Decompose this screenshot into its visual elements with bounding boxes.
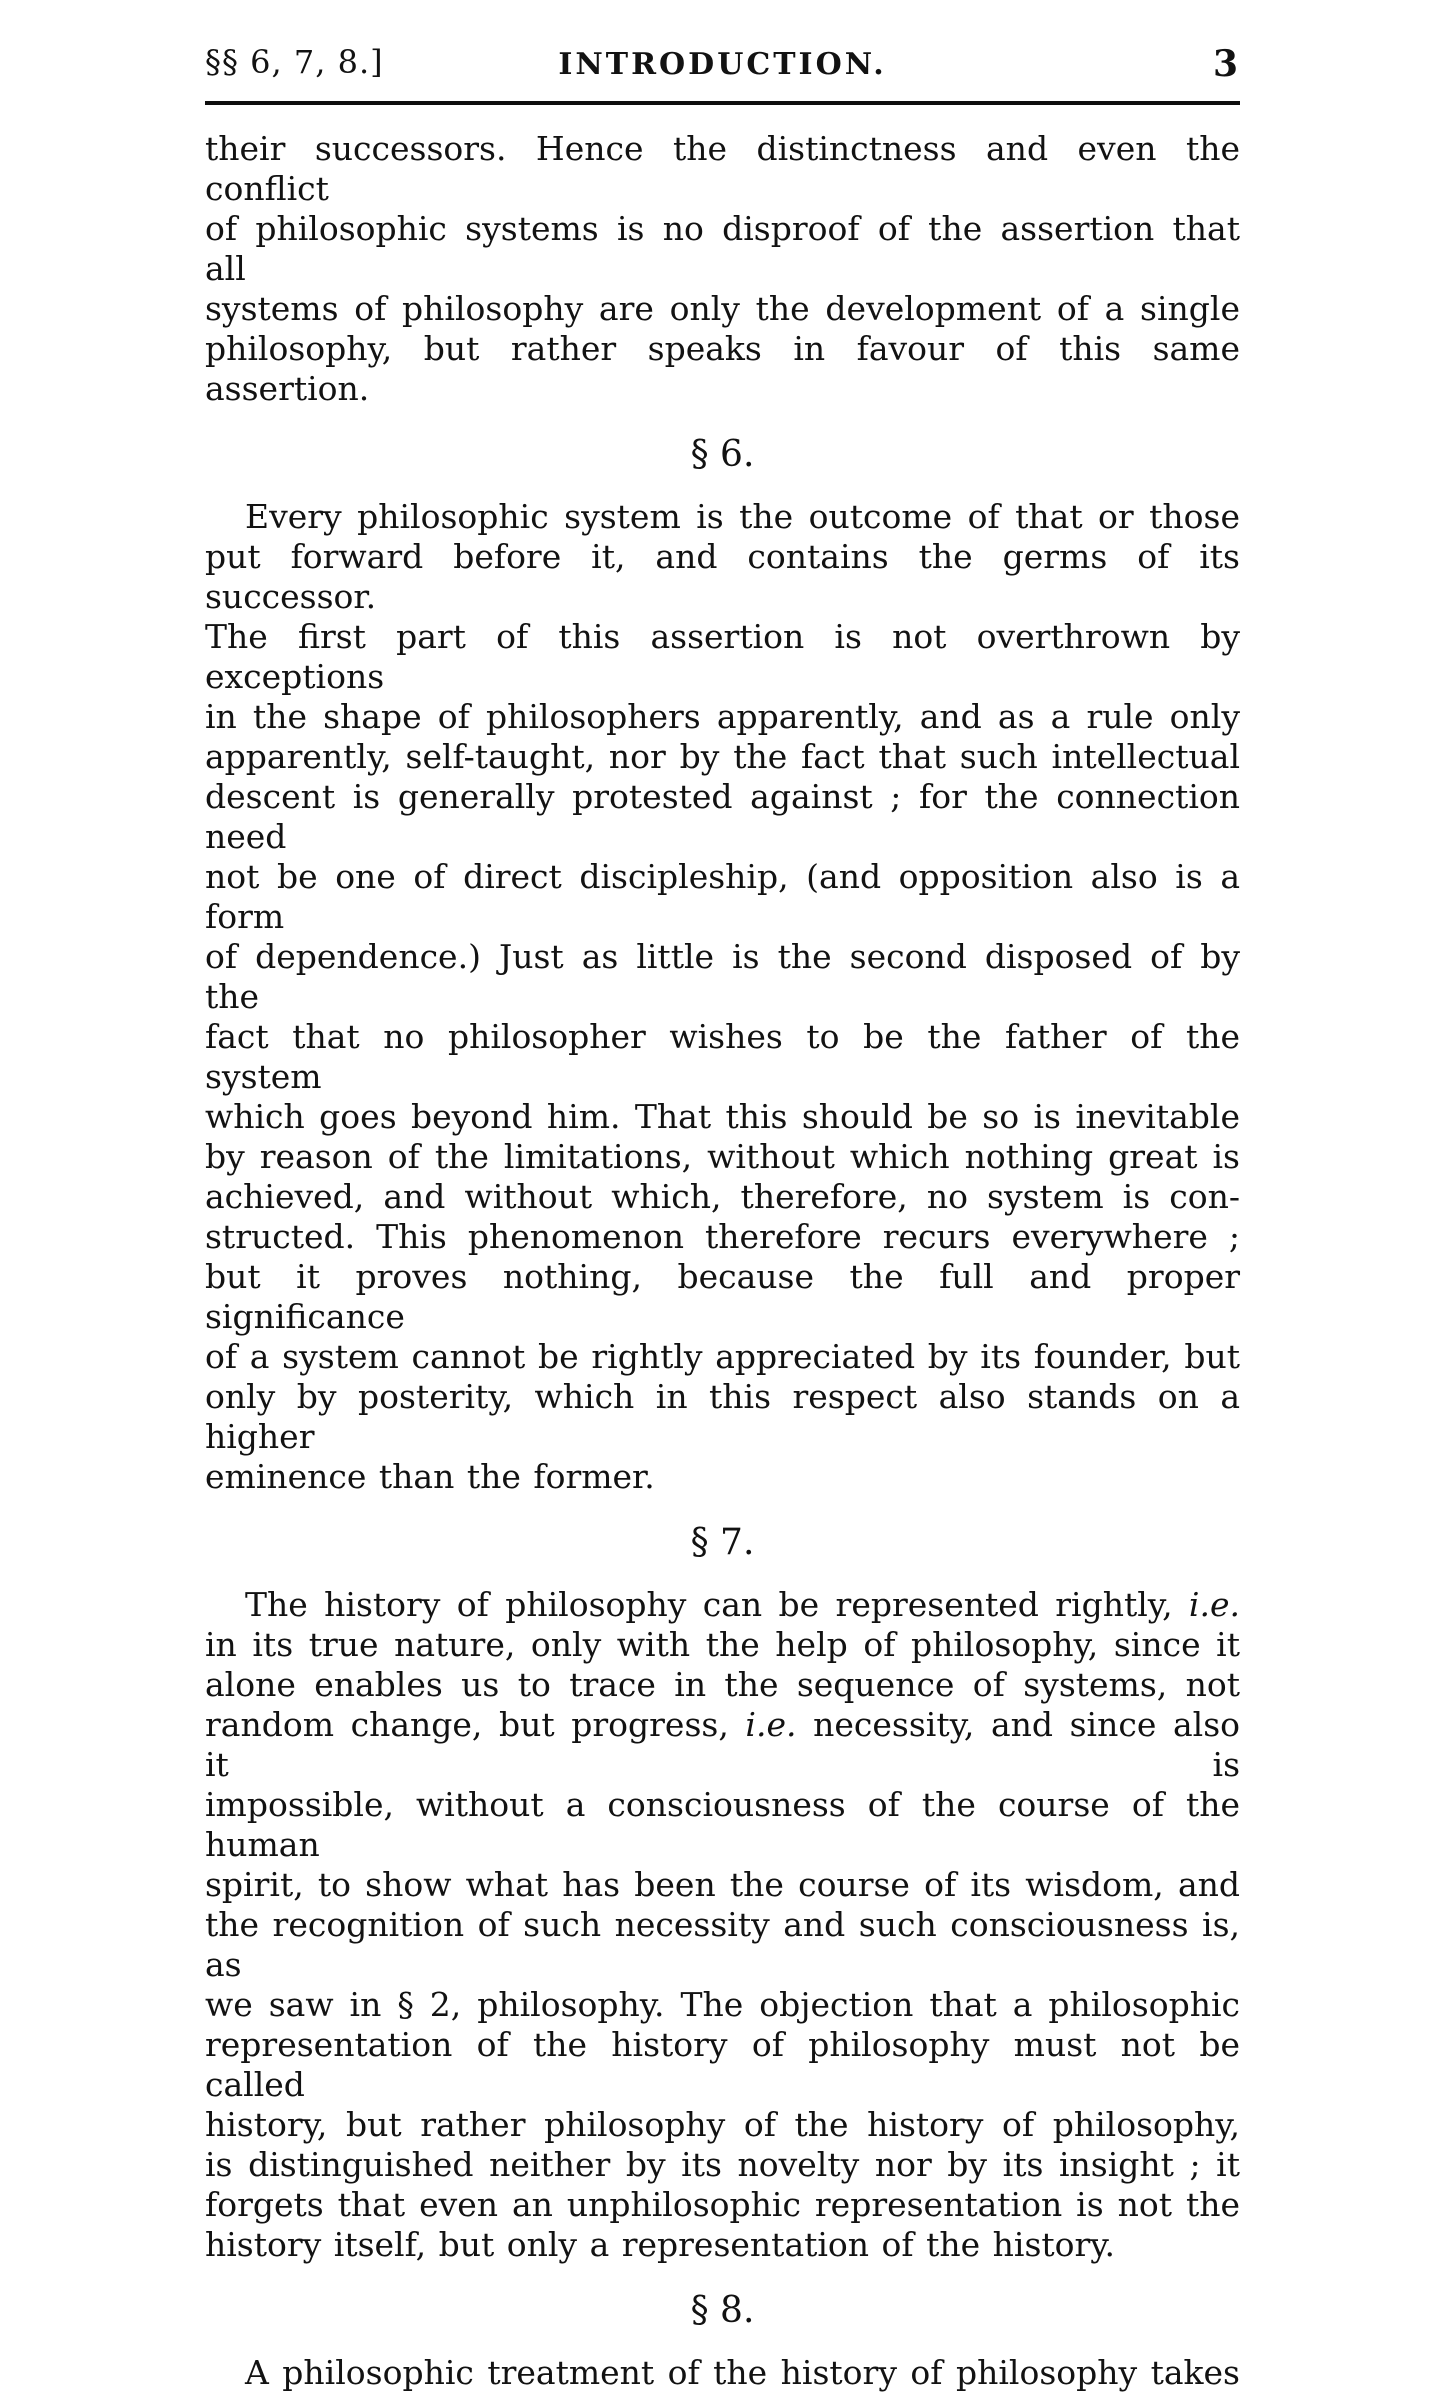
text-line: eminence than the former. <box>205 1457 655 1496</box>
paragraph <box>205 2353 1240 2393</box>
text-line: in its true nature, only with the help of philosophy, since it <box>205 1625 1240 1664</box>
text-line: spirit, to show what has been the course of its wisdom, and <box>205 1865 1240 1904</box>
text-line: in the shape of philosophers apparently, and as a rule only <box>205 697 1240 736</box>
text-line: forgets that even an unphilosophic representation is not the <box>205 2185 1240 2224</box>
text-line: we saw in § 2, philosophy. The objection that a philosophic <box>205 1985 1240 2024</box>
text-line: apparently, self-taught, nor by the fact that such intellectual <box>205 737 1240 776</box>
section <box>205 129 1240 409</box>
text-line: The history of philosophy can be represented rightly, i.e. <box>245 1585 1240 1624</box>
text-line: history, but rather philosophy of the history of philosophy, <box>205 2105 1240 2144</box>
text-line: fact that no philosopher wishes to be the father of the system <box>205 1017 1240 1096</box>
text-line: is distinguished neither by its novelty nor by its insight ; it <box>205 2145 1240 2184</box>
text-line: The first part of this assertion is not overthrown by exceptions <box>205 617 1240 696</box>
text-line: their successors. Hence the distinctness and even the conflict <box>205 129 1240 208</box>
text-line: which goes beyond him. That this should be so is inevitable <box>205 1097 1240 1136</box>
text-line: Every philosophic system is the outcome of that or those <box>245 497 1240 536</box>
section-heading: § 8. <box>690 2290 755 2331</box>
section <box>205 433 1240 1497</box>
text-line: of dependence.) Just as little is the second disposed of by the <box>205 937 1240 1016</box>
text-line: put forward before it, and contains the germs of its successor. <box>205 537 1240 616</box>
text-line: not be one of direct discipleship, (and opposition also is a form <box>205 857 1240 936</box>
text-line: descent is generally protested against ; for the connection need <box>205 777 1240 856</box>
text-line: but it proves nothing, because the full and proper significance <box>205 1257 1240 1336</box>
paragraph <box>205 129 1240 409</box>
section <box>205 2289 1240 2393</box>
text-line: history itself, but only a representation of the history. <box>205 2225 1116 2264</box>
section-heading: § 6. <box>690 434 755 475</box>
text-line: achieved, and without which, therefore, no system is con- <box>205 1177 1240 1216</box>
text-line: by reason of the limitations, without which nothing great is <box>205 1137 1240 1176</box>
text-line: alone enables us to trace in the sequence of systems, not <box>205 1665 1240 1704</box>
text-line: of a system cannot be rightly appreciated by its founder, but <box>205 1337 1240 1376</box>
text-line: random change, but progress, i.e. necessity, and since also it is <box>205 1705 1240 1784</box>
section <box>205 1521 1240 2265</box>
paragraph <box>205 497 1240 1497</box>
header-rule <box>205 101 1240 105</box>
text-line: A philosophic treatment of the history of philosophy takes <box>245 2353 1240 2392</box>
text-line: structed. This phenomenon therefore recurs everywhere ; <box>205 1217 1240 1256</box>
page-body <box>205 129 1240 2393</box>
text-line: of philosophic systems is no disproof of the assertion that all <box>205 209 1240 288</box>
text-line: the recognition of such necessity and such consciousness is, as <box>205 1905 1240 1984</box>
section-heading: § 7. <box>690 1522 755 1563</box>
running-header <box>205 43 1240 83</box>
text-line: systems of philosophy are only the development of a single <box>205 289 1240 328</box>
paragraph <box>205 1585 1240 2265</box>
text-line: philosophy, but rather speaks in favour of this same assertion. <box>205 329 1240 408</box>
text-line: only by posterity, which in this respect also stands on a higher <box>205 1377 1240 1456</box>
header-section-ref: §§ 6, 7, 8.] <box>205 43 384 81</box>
text-line: representation of the history of philosophy must not be called <box>205 2025 1240 2104</box>
page-number: 3 <box>1212 43 1238 85</box>
header-title: INTRODUCTION. <box>558 47 887 82</box>
text-line: impossible, without a consciousness of the course of the human <box>205 1785 1240 1864</box>
